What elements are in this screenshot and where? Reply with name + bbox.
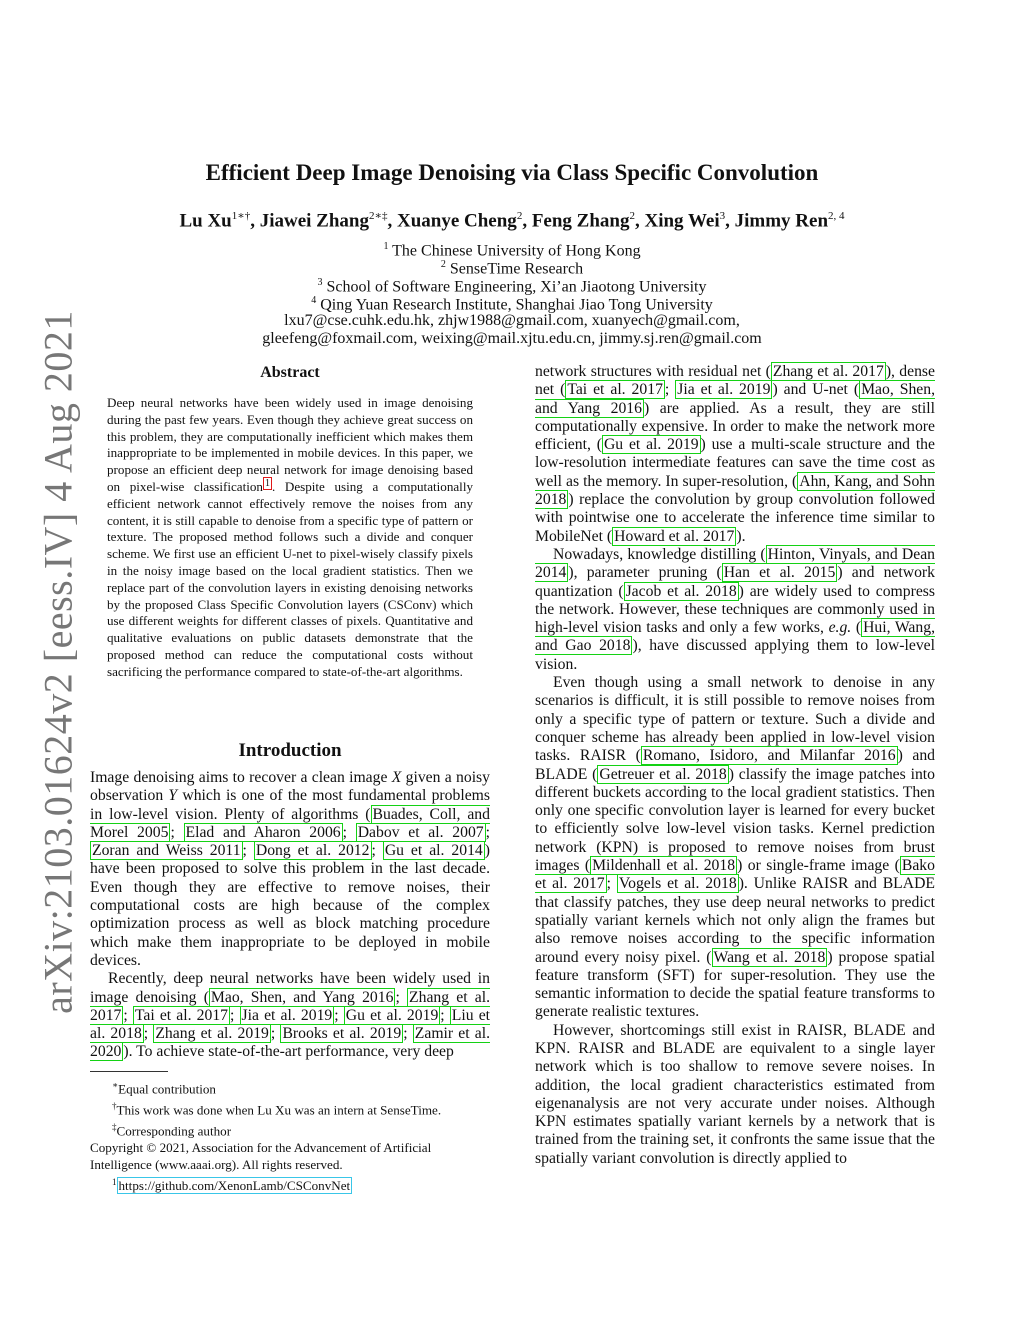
citation-link[interactable]: Han et al. 2015 <box>723 564 836 582</box>
citation-link[interactable]: Jacob et al. 2018 <box>625 582 737 600</box>
footnote: ‡Corresponding author <box>112 1122 232 1139</box>
text-run: ) and U-net ( <box>772 381 860 399</box>
citation-link[interactable]: Liu et al. 2018 <box>90 1006 491 1043</box>
section-heading-introduction: Introduction <box>238 740 342 761</box>
citation-link[interactable]: Bako et al. 2017 <box>535 857 935 893</box>
citation-link[interactable]: Brooks et al. 2019 <box>282 1025 402 1043</box>
email-line: lxu7@cse.cuhk.edu.hk, zhjw1988@gmail.com, xuanyech@gmail.com, <box>284 312 740 329</box>
footnote <box>90 1174 490 1195</box>
text-run: ) classify the image patches into different buckets according to the local gradient statistics. Then only one specific convolution layer is learned for every bucket to efficiently solve low-level vision tasks. Kernel prediction network (KPN) is proposed to remove noises from brust images ( <box>535 765 935 875</box>
affiliation-num: 2 <box>440 259 446 270</box>
affiliation-num: 1 <box>383 241 389 252</box>
text-run: given a noisy observation <box>90 769 490 805</box>
code-url-link[interactable]: https://github.com/XenonLamb/CSConvNet <box>118 1178 351 1194</box>
left-column <box>90 769 490 1062</box>
citation-link[interactable]: Getreuer et al. 2018 <box>599 765 727 783</box>
text-run: Even though using a small network to denoise in any scenarios is difficult, it is still possible to remove noises from only a specific type of pattern or texture. Such a divide and conquer scheme has already been applied in low-level vision tasks. RAISR ( <box>535 674 935 765</box>
footnote-text: This work was done when Lu Xu was an intern at SenseTime. <box>116 1102 442 1118</box>
text-run: ) use a multi-scale structure and the low-resolution intermediate features can save the time cost as well as the memory. In super-resolution, ( <box>535 436 935 490</box>
author-name: Jiawei Zhang <box>259 210 369 232</box>
abstract-text: Deep neural networks have been widely used in image denoising during the past few years. Even though they achieve great success on this problem, they are computationally inefficient which makes them inappropriate to be implemented in mobile devices. In this paper, we propose an efficient deep neural network for image denoising based on pixel-wise classification <box>107 395 473 494</box>
footnote-text: Corresponding author <box>116 1123 232 1139</box>
text-run: ( <box>851 619 862 637</box>
author-sup: 2∗‡ <box>369 210 388 222</box>
author-name: Lu Xu <box>179 210 232 232</box>
text-run: Nowadays, knowledge distilling ( <box>553 545 766 563</box>
text-run: ) are widely used to compress the network. However, these techniques are commonly used in high-level vision tasks and only a few works, <box>535 582 935 637</box>
text-run: ), dense net ( <box>535 363 935 399</box>
text-run: network structures with residual net ( <box>535 363 771 380</box>
author-name: Xuanye Cheng <box>396 210 517 232</box>
citation-link[interactable]: Gu et al. 2019 <box>345 1006 439 1024</box>
paragraph: Recently, deep neural networks have been widely used in image denoising ( Mao, Shen, and Yang 2016 ; Zhang et al. 2017 ; Tai et al. 2017 ; Jia et al. 2019 ; Gu et al. 2019 ; Liu et al. 2018 ; Zhang et al. 2019 ; Brooks et al. 2019 ; Zamir et al. 2020 ). To achieve state-of-the-art performance, very deep <box>90 970 491 1061</box>
text-run: which is one of the most fundamental problems in low-level vision. Plenty of algorithms ( <box>90 787 490 823</box>
affiliation-text: Qing Yuan Research Institute, Shanghai Jiao Tong University <box>320 296 713 314</box>
footnote-divider <box>90 1071 168 1072</box>
citation-link[interactable]: Mao, Shen, and Yang 2016 <box>535 381 936 417</box>
affiliation-text: The Chinese University of Hong Kong <box>392 242 641 260</box>
footnote-num: 1 <box>112 1177 117 1188</box>
math-var: Y <box>168 787 178 805</box>
citation-link[interactable]: Ahn, Kang, and Sohn 2018 <box>535 472 935 509</box>
math-var: X <box>391 769 402 786</box>
citation-link[interactable]: Hui, Wang, and Gao 2018 <box>535 619 935 655</box>
text-run: ) propose spatial feature transform (SFT) for super-resolution. They use the semantic information to decide the spatial feature transforms to generate realistic textures. <box>535 948 935 1021</box>
author-sup: 2 <box>516 210 523 222</box>
paragraph: Even though using a small network to denoise in any scenarios is difficult, it is still possible to remove noises from only a specific type of pattern or texture. Such a divide and conquer scheme has already been applied in low-level vision tasks. RAISR ( Romano, Isidoro, and Milanfar 2016 ) and BLADE ( Getreuer et al. 2018 ) classify the image patches into different buckets according to the local gradient statistics. Then only one specific convolution layer is learned for every bucket to efficiently solve low-level vision tasks. Kernel prediction network (KPN) is proposed to remove noises from brust images ( Mildenhall et al. 2018 ) or single-frame image ( Bako et al. 2017 ; Vogels et al. 2018 ). Unlike RAISR and BLADE that classify patches, they use deep neural networks to predict spatially variant kernels which not only align the frames but also remove noises according to the specific information around every noisy pixel. ( Wang et al. 2018 ) propose spatial feature transform (SFT) for super-resolution. They use the semantic information to decide the spatial feature transforms to generate realistic textures. <box>535 674 936 1021</box>
text-run: ) and network quantization ( <box>535 564 935 600</box>
text-run: e.g. <box>828 619 852 637</box>
citation-link[interactable]: Zhang et al. 2017 <box>772 363 884 380</box>
text-run: ) or single-frame image ( <box>737 857 900 875</box>
paragraph: Image denoising aims to recover a clean image X given a noisy observation Y which is one of the most fundamental problems in low-level vision. Plenty of algorithms ( Buades, Coll, and Morel 2005 ; Elad and Aharon 2006 ; Dabov et al. 2007 ; Zoran and Weiss 2011 ; Dong et al. 2012 ; Gu et al. 2014 ) have been proposed to solve this problem in the last decade. Even though they are effective to remove noises, their computational costs are high because of the complex optimization process as well as block matching procedure which make them inappropriate to be deployed in mobile devices. <box>90 769 490 969</box>
citation-link[interactable]: Buades, Coll, and Morel 2005 <box>90 805 490 841</box>
citation-link[interactable]: Dong et al. 2012 <box>255 842 370 860</box>
email-line: gleefeng@foxmail.com, weixing@mail.xjtu.edu.cn, jimmy.sj.ren@gmail.com <box>262 330 762 347</box>
citation-link[interactable]: Gu et al. 2014 <box>384 842 483 860</box>
citation-link[interactable]: Vogels et al. 2018 <box>618 875 737 893</box>
author-name: Jimmy Ren <box>734 210 829 232</box>
author-sup: 1∗† <box>231 210 251 222</box>
citation-link[interactable]: Dabov et al. 2007 <box>357 823 484 841</box>
text-run: ) are applied. As a result, they are still computationally expensive. In order to make the network more efficient, ( <box>535 399 935 454</box>
text-run: ) have been proposed to solve this problem in the last decade. Even though they are effective to remove noises, their computational costs are high because of the complex optimization process as well as block matching procedure which make them inappropriate to be deployed in mobile devices. <box>90 842 490 969</box>
citation-link[interactable]: Wang et al. 2018 <box>713 948 826 966</box>
text-run: ), have discussed applying them to low-level vision. <box>535 637 935 673</box>
citation-link[interactable]: Romano, Isidoro, and Milanfar 2016 <box>642 747 896 765</box>
citation-link[interactable]: Tai et al. 2017 <box>134 1006 229 1024</box>
text-run: Recently, deep neural networks have been widely used in image denoising ( <box>90 970 490 1006</box>
abstract-heading: Abstract <box>260 364 320 381</box>
citation-link[interactable]: Zamir et al. 2020 <box>90 1025 491 1061</box>
abstract-text: . Despite using a computationally efficient network cannot effectively remove the noises from any content, it is still capable to denoise from a specific type of pattern or texture. The proposed method follows such a divide and conquer scheme. We first use an efficient U-net to pixel-wisely classify pixels in the noisy image based on the local gradient statistics. Then we replace part of the convolution layers in existing denoising networks by the proposed Class Specific Convolution layers (CSConv) which use different weights for different classes of pixels. Quantitative and qualitative evaluations on public datasets demonstrate that the proposed method can reduce the computational costs without sacrificing the performance compared to state-of-the-art algorithms. <box>107 478 474 679</box>
citation-link[interactable]: Mildenhall et al. 2018 <box>592 857 736 875</box>
affiliation-num: 4 <box>311 295 317 306</box>
author-list: Lu $Xu^{1∗\dagger}$, Jiawei Zhang$^{2∗\ddagger}$, Xuanye Cheng$^2$, Feng Zhang$^2$, Xing Wei$^3$, Jimmy Ren$^{2, 4}$ <box>179 210 845 232</box>
text-run: ) and BLADE ( <box>535 747 936 783</box>
paragraph: network structures with residual net ( Zhang et al. 2017 ), dense net ( Tai et al. 2017 ; Jia et al. 2019 ) and U-net ( Mao, Shen, and Yang 2016 ) are applied. As a result, they are still computationally expensive. In order to make the network more efficient, ( Gu et al. 2019 ) use a multi-scale structure and the low-resolution intermediate features can save the time cost as well as the memory. In super-resolution, ( Ahn, Kang, and Sohn 2018 ) replace the convolution by group convolution followed with pointwise one to accelerate the inference time similar to MobileNet ( Howard et al. 2017 ). <box>535 363 936 545</box>
citation-link[interactable]: Jia et al. 2019 <box>677 381 771 399</box>
paper-title: Efficient Deep Image Denoising via Class Specific Convolution <box>205 160 819 185</box>
right-column <box>535 363 935 1168</box>
text-run: ) replace the convolution by group convolution followed with pointwise one to accelerate the inference time similar to MobileNet ( <box>535 491 935 545</box>
text-run: Image denoising aims to recover a clean image <box>90 769 392 786</box>
copyright-notice: Copyright © 2021, Association for the Advancement of Artificial Intelligence (www.aaai.org). All rights reserved. <box>90 1140 432 1173</box>
citation-link[interactable]: Zoran and Weiss 2011 <box>92 842 241 860</box>
abstract-body <box>107 395 473 681</box>
text-run: ), parameter pruning ( <box>568 564 722 582</box>
text-run: ). Unlike RAISR and BLADE that classify patches, they use deep neural networks to predict spatially variant kernels which not only align the frames but also remove noises according to the specific information around every noisy pixel. ( <box>535 875 936 966</box>
citation-link[interactable]: Zhang et al. 2019 <box>155 1025 269 1043</box>
citation-link[interactable]: Elad and Aharon 2006 <box>185 823 341 841</box>
affiliation <box>0 292 1024 314</box>
paragraph: However, shortcomings still exist in RAISR, BLADE and KPN. RAISR and BLADE are equivalent to a single layer network which is too shallow to remove severe noises. In addition, the local gradient characteristics estimated from eigenanalysis are not very accurate under noises. Although KPN estimates spatially variant kernels by a network that is trained from the training set, it confronts the same issue that the spatially variant convolution is directly applied to <box>535 1021 935 1167</box>
author-sup: 2, 4 <box>828 210 845 222</box>
footnote: ∗Equal contribution <box>112 1080 216 1097</box>
citation-link[interactable]: Howard et al. 2017 <box>614 527 735 545</box>
footnotes <box>90 1077 490 1195</box>
affiliation-text: School of Software Engineering, Xi’an Jiaotong University <box>326 278 707 296</box>
citation-link[interactable]: Hinton, Vinyals, and Dean 2014 <box>535 545 935 582</box>
citation-link[interactable]: Tai et al. 2017 <box>567 381 663 399</box>
affiliation-num: 3 <box>317 277 323 288</box>
paragraph <box>535 546 935 674</box>
text-run: ). To achieve state-of-the-art performance, very deep <box>123 1043 454 1061</box>
author-name: Feng Zhang <box>531 210 630 232</box>
affiliation-text: SenseTime Research <box>449 260 584 278</box>
author-name: Xing Wei <box>644 210 720 232</box>
author-sup: 3 <box>719 210 726 222</box>
footnote-text: Equal contribution <box>118 1081 216 1097</box>
citation-link[interactable]: Zhang et al. 2017 <box>90 988 491 1024</box>
arxiv-stamp: arXiv:2103.01624v2 [eess.IV] 4 Aug 2021 <box>35 310 81 1014</box>
text-run: ). <box>736 527 746 545</box>
footnote: †This work was done when Lu Xu was an intern at SenseTime. <box>112 1101 442 1118</box>
footnote-ref[interactable]: 1 <box>264 477 270 489</box>
citation-link[interactable]: Jia et al. 2019 <box>241 1006 333 1024</box>
author-sup: 2 <box>629 210 635 222</box>
citation-link[interactable]: Gu et al. 2019 <box>603 436 699 454</box>
citation-link[interactable]: Mao, Shen, and Yang 2016 <box>210 988 394 1006</box>
